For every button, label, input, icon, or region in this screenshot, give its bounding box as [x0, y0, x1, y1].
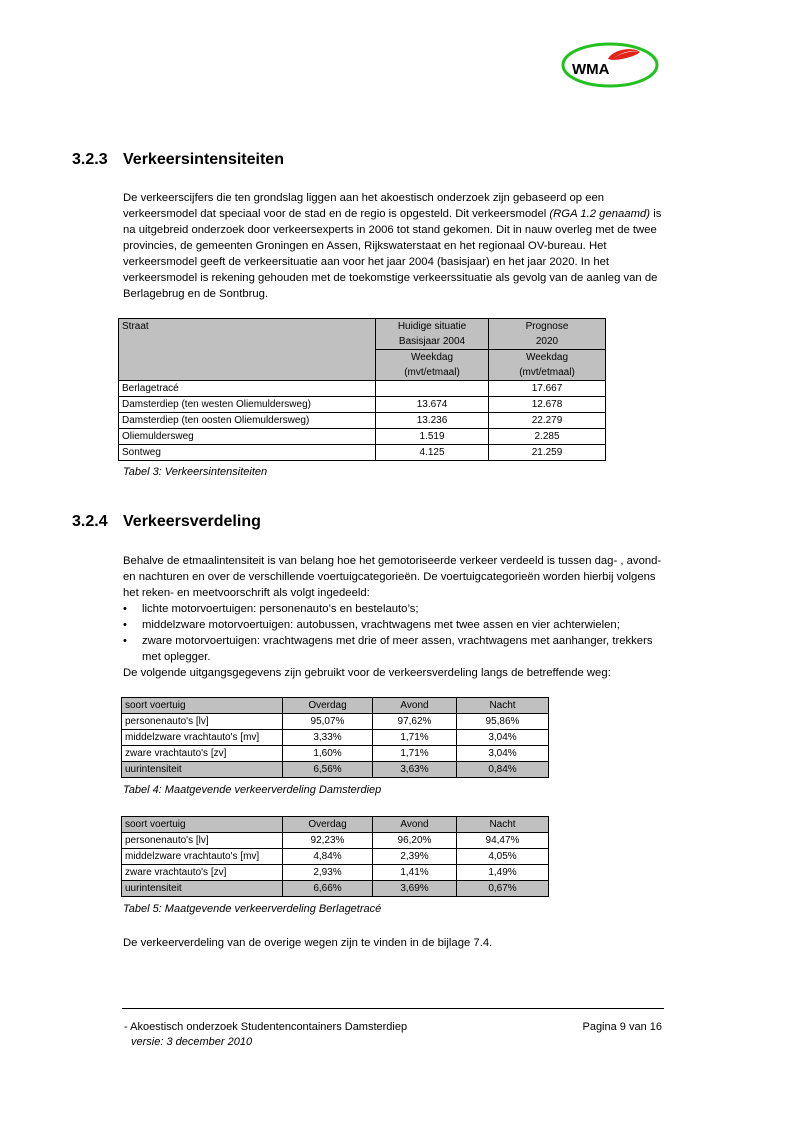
table-row: Damsterdiep (ten westen Oliemuldersweg) 13.674 12.678 — [119, 397, 606, 413]
col-header-straat: Straat — [119, 319, 376, 381]
table-row: middelzware vrachtauto's [mv] 4,84% 2,39% 4,05% — [122, 849, 549, 865]
table-row: personenauto's [lv] 95,07% 97,62% 95,86% — [122, 714, 549, 730]
table-header-row: soort voertuig Overdag Avond Nacht — [122, 817, 549, 833]
table-row: Oliemuldersweg 1.519 2.285 — [119, 429, 606, 445]
table-total-row: uurintensiteit 6,66% 3,69% 0,67% — [122, 881, 549, 897]
table-row: zware vrachtauto's [zv] 2,93% 1,41% 1,49% — [122, 865, 549, 881]
table-row: Berlagetracé 17.667 — [119, 381, 606, 397]
section-number: 3.2.4 — [72, 513, 108, 530]
closing-paragraph: De verkeerverdeling van de overige wegen zijn te vinden in de bijlage 7.4. — [123, 937, 493, 949]
subheader-weekdag: Weekdag (mvt/etmaal) — [489, 350, 606, 381]
footer-page-number: Pagina 9 van 16 — [582, 1021, 662, 1033]
table-total-row: uurintensiteit 6,56% 3,63% 0,84% — [122, 762, 549, 778]
table-row: personenauto's [lv] 92,23% 96,20% 94,47% — [122, 833, 549, 849]
col-header-prognose: Prognose 2020 — [489, 319, 606, 350]
table-verdeling-damsterdiep — [121, 697, 549, 778]
section-heading-verkeersverdeling — [72, 513, 261, 531]
table-row: zware vrachtauto's [zv] 1,60% 1,71% 3,04% — [122, 746, 549, 762]
subheader-weekdag: Weekdag (mvt/etmaal) — [376, 350, 489, 381]
section-number: 3.2.3 — [72, 151, 108, 168]
table-row: Damsterdiep (ten oosten Oliemuldersweg) 13.236 22.279 — [119, 413, 606, 429]
table-verkeersintensiteiten — [118, 318, 606, 461]
list-item: • zware motorvoertuigen: vrachtwagens met drie of meer assen, vrachtwagens met aanhanger, trekkers met oplegger. — [123, 633, 668, 665]
table-caption: Tabel 4: Maatgevende verkeerverdeling Damsterdiep — [123, 784, 382, 796]
footer-title: - Akoestisch onderzoek Studentencontainers Damsterdiep — [124, 1021, 408, 1033]
footer-divider — [122, 1008, 664, 1009]
list-item: • lichte motorvoertuigen: personenauto’s en bestelauto’s; — [123, 601, 668, 617]
svg-text:WMA: WMA — [572, 61, 610, 78]
table-row: Sontweg 4.125 21.259 — [119, 445, 606, 461]
verdeling-paragraph: Behalve de etmaalintensiteit is van belang hoe het gemotoriseerde verkeer verdeeld is tussen dag- , avond- en nachturen en over de verschillende voertuigcategorieën. De voertuigcategorieën worden hierbij volgens het reken- en meetvoorschrift als volgt ingedeeld: • lichte motorvoertuigen: personenauto’s en bestelauto’s; • middelzware motorvoertuigen: autobussen, vrachtwagens met twee assen en vier achterwielen; • zware motorvoertuigen: vrachtwagens met drie of meer assen, vrachtwagens met aanhanger, trekkers met oplegger. De volgende uitgangsgegevens zijn gebruikt voor de verkeersverdeling langs de betreffende weg: — [123, 553, 668, 681]
footer-version: versie: 3 december 2010 — [131, 1036, 253, 1048]
vehicle-category-list — [123, 601, 668, 665]
list-item: • middelzware motorvoertuigen: autobussen, vrachtwagens met twee assen en vier achterwielen; — [123, 617, 668, 633]
table-header-row: soort voertuig Overdag Avond Nacht — [122, 698, 549, 714]
table-verdeling-berlagetrace — [121, 816, 549, 897]
table-caption: Tabel 3: Verkeersintensiteiten — [123, 466, 268, 478]
col-header-huidig: Huidige situatie Basisjaar 2004 — [376, 319, 489, 350]
wma-logo — [560, 40, 660, 90]
table-row: middelzware vrachtauto's [mv] 3,33% 1,71% 3,04% — [122, 730, 549, 746]
section-heading-verkeersintensiteiten — [72, 151, 284, 169]
table-caption: Tabel 5: Maatgevende verkeerverdeling Berlagetracé — [123, 903, 382, 915]
section-title: Verkeersintensiteiten — [123, 151, 284, 168]
section-title: Verkeersverdeling — [123, 513, 261, 530]
intro-paragraph: De verkeerscijfers die ten grondslag liggen aan het akoestisch onderzoek zijn gebaseerd op een verkeersmodel dat speciaal voor de stad en de regio is opgesteld. Dit verkeersmodel (RGA 1.2 genaamd) is na uitgebreid onderzoek door verkeersexperts in 2006 tot stand gekomen. Dit in nauw overleg met de twee provincies, de gemeenten Groningen en Assen, Rijkswaterstaat en het regionaal OV-bureau. Het verkeersmodel geeft de verkeersituatie aan voor het jaar 2004 (basisjaar) en het jaar 2020. In het verkeersmodel is rekening gehouden met de toekomstige verkeerssituatie als gevolg van de aanleg van de Berlagebrug en de Sontbrug. — [123, 192, 662, 300]
